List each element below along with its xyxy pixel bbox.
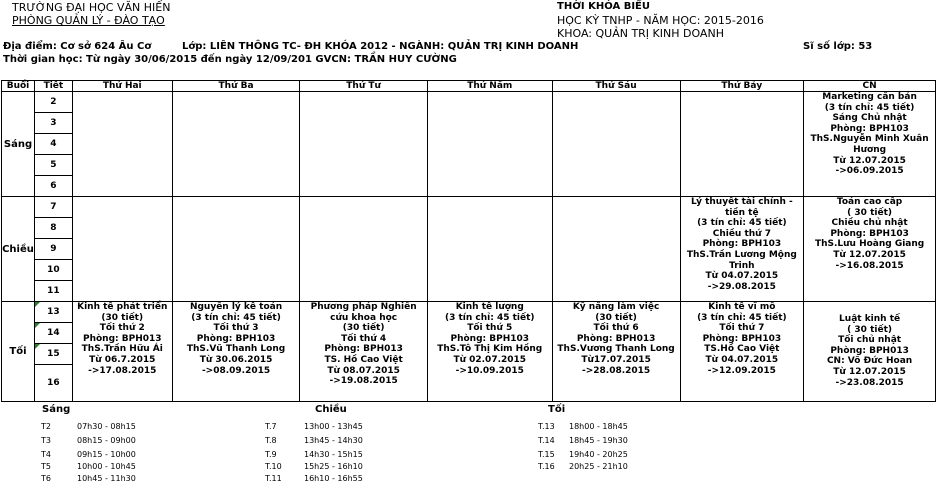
course-start: Từ17.07.2015 xyxy=(581,354,651,365)
course-room: Phòng: BPH103 xyxy=(196,333,276,344)
cell-morning-sunday xyxy=(804,92,936,197)
header-monday: Thứ Hai xyxy=(72,81,172,92)
course-end: ->06.09.2015 xyxy=(835,166,904,177)
course-time: Tối thứ 6 xyxy=(593,323,639,334)
course-name: Nguyên lý kế toán xyxy=(189,302,283,312)
course-start: Từ 12.07.2015 xyxy=(833,366,906,377)
course-lecturer: ThS.Lưu Hoàng Giang xyxy=(814,239,925,250)
session-morning: Sáng xyxy=(2,92,35,197)
course-end: ->17.08.2015 xyxy=(88,365,157,376)
location-label: Địa điểm: Cơ sở 624 Âu Cơ xyxy=(3,41,152,52)
course-room: Phòng: BPH103 xyxy=(830,123,909,134)
course-credits: (3 tín chỉ: 45 tiết) xyxy=(191,312,281,323)
course-time: Sáng Chủ nhật xyxy=(832,113,907,124)
period-2: 2 xyxy=(34,92,72,113)
legend-time: 18h00 - 18h45 xyxy=(569,422,628,431)
course-credits: (3 tín chỉ: 45 tiết) xyxy=(824,102,915,113)
legend-period: T.16 xyxy=(538,462,555,471)
header-period: Tiết xyxy=(34,81,72,92)
cell-afternoon-sunday xyxy=(804,197,936,302)
legend-period: T3 xyxy=(41,436,51,445)
course-time: Tối thứ 3 xyxy=(213,323,259,334)
course-lecturer: TS.Hồ Cao Việt xyxy=(704,344,780,355)
session-evening: Tối xyxy=(2,302,35,402)
course-end: ->12.09.2015 xyxy=(707,365,776,376)
legend-period: T5 xyxy=(41,462,51,471)
course-end: ->29.08.2015 xyxy=(707,281,776,292)
period-13: 13 xyxy=(34,302,72,323)
cell-morning-friday xyxy=(552,92,680,197)
cell-morning-monday xyxy=(72,92,172,197)
legend-period: T.15 xyxy=(538,450,555,459)
legend-time: 14h30 - 15h15 xyxy=(304,450,363,459)
course-name: Marketing căn bản xyxy=(822,92,917,102)
cell-morning-thursday xyxy=(427,92,552,197)
period-4: 4 xyxy=(34,134,72,155)
course-lecturer: ThS.Trần Hữu Ái xyxy=(81,344,163,355)
legend-time: 10h00 - 10h45 xyxy=(77,462,136,471)
legend-period: T.14 xyxy=(538,436,555,445)
cell-evening-thursday xyxy=(427,302,552,402)
course-name: Kinh tế lượng xyxy=(455,302,524,312)
course-lecturer: ThS.Trần Lương Mộng Trinh xyxy=(686,249,797,271)
cell-evening-monday xyxy=(72,302,172,402)
course-end: ->10.09.2015 xyxy=(455,365,524,376)
legend-time: 15h25 - 16h10 xyxy=(304,462,363,471)
period-16: 16 xyxy=(34,365,72,402)
course-lecturer: ThS.Tô Thị Kim Hồng xyxy=(437,344,543,355)
cell-evening-sunday xyxy=(804,302,936,402)
course-lecturer: TS. Hồ Cao Việt xyxy=(324,354,403,365)
legend-time: 10h45 - 11h30 xyxy=(77,474,136,483)
course-start: Từ 04.07.2015 xyxy=(705,271,779,282)
period-15: 15 xyxy=(34,344,72,365)
office-name: PHÒNG QUẢN LÝ - ĐÀO TẠO xyxy=(12,14,165,27)
course-lecturer: ThS.Vũ Thanh Long xyxy=(186,344,286,355)
course-start: Từ 02.07.2015 xyxy=(453,354,527,365)
course-credits: (3 tín chỉ: 45 tiết) xyxy=(444,312,535,323)
header-session: Buổi xyxy=(2,81,35,92)
document-title: THỜI KHÓA BIỂU xyxy=(557,1,650,12)
course-room: Phòng: BPH103 xyxy=(702,239,782,250)
cell-evening-friday xyxy=(552,302,680,402)
course-time: Tối thứ 7 xyxy=(719,323,765,334)
class-size-label: Sĩ số lớp: 53 xyxy=(803,41,873,52)
course-credits: (30 tiết) xyxy=(595,312,637,323)
course-credits: ( 30 tiết) xyxy=(847,207,892,218)
course-lecturer: CN: Võ Đức Hoan xyxy=(826,356,913,367)
legend-afternoon-title: Chiều xyxy=(315,404,347,415)
legend-morning-title: Sáng xyxy=(42,404,71,415)
cell-morning-tuesday xyxy=(172,92,300,197)
legend-time: 13h00 - 13h45 xyxy=(304,422,363,431)
course-name: Kỹ năng làm việc xyxy=(572,302,660,312)
course-end: ->16.08.2015 xyxy=(835,260,904,271)
course-time: Tối thứ 4 xyxy=(341,333,387,344)
cell-afternoon-saturday xyxy=(680,197,804,302)
cell-morning-wednesday xyxy=(300,92,427,197)
period-9: 9 xyxy=(34,239,72,260)
legend-time: 18h45 - 19h30 xyxy=(569,436,628,445)
cell-afternoon-friday xyxy=(552,197,680,302)
course-time: Chiều thứ 7 xyxy=(712,228,771,239)
course-credits: (3 tín chỉ: 45 tiết) xyxy=(697,218,787,229)
course-time: Tối thứ 2 xyxy=(99,323,145,334)
course-time: Tối thứ 5 xyxy=(467,323,513,334)
period-7: 7 xyxy=(34,197,72,218)
legend-evening-title: Tối xyxy=(548,404,566,415)
legend-period: T.8 xyxy=(265,436,277,445)
cell-afternoon-monday xyxy=(72,197,172,302)
course-room: Phòng: BPH103 xyxy=(450,333,530,344)
course-time: Tối chủ nhật xyxy=(838,335,902,346)
course-name: Lý thuyết tài chính - tiền tệ xyxy=(690,197,793,218)
legend-period: T.11 xyxy=(265,474,282,483)
course-end: ->19.08.2015 xyxy=(329,376,398,387)
course-name: Kinh tế phát triển xyxy=(77,302,168,312)
period-5: 5 xyxy=(34,155,72,176)
period-10: 10 xyxy=(34,260,72,281)
legend-period: T4 xyxy=(41,450,51,459)
course-room: Phòng: BPH013 xyxy=(324,344,403,355)
term-label: HỌC KỲ TNHP - NĂM HỌC: 2015-2016 xyxy=(557,14,764,27)
cell-evening-wednesday xyxy=(300,302,427,402)
cell-morning-saturday xyxy=(680,92,804,197)
legend-period: T.13 xyxy=(538,422,555,431)
legend-period: T.9 xyxy=(265,450,277,459)
school-name: TRƯỜNG ĐẠI HỌC VĂN HIẾN xyxy=(12,1,171,14)
course-start: Từ 08.07.2015 xyxy=(327,365,400,376)
course-room: Phòng: BPH013 xyxy=(576,333,656,344)
course-credits: ( 30 tiết) xyxy=(847,324,892,335)
course-name: Luật kinh tế xyxy=(839,314,901,324)
course-lecturer: ThS.Vương Thanh Long xyxy=(557,344,675,355)
course-room: Phòng: BPH013 xyxy=(830,345,909,356)
course-room: Phòng: BPH103 xyxy=(702,333,782,344)
course-name: Phương pháp Nghiên cứu khoa học xyxy=(310,302,417,323)
header-tuesday: Thứ Ba xyxy=(172,81,300,92)
cell-afternoon-tuesday xyxy=(172,197,300,302)
faculty-label: KHOA: QUẢN TRỊ KINH DOANH xyxy=(557,27,724,40)
course-start: Từ 06.7.2015 xyxy=(89,354,156,365)
course-credits: (30 tiết) xyxy=(101,312,144,323)
legend-time: 08h15 - 09h00 xyxy=(77,436,136,445)
header-wednesday: Thứ Tư xyxy=(300,81,427,92)
period-11: 11 xyxy=(34,281,72,302)
course-name: Kinh tế vĩ mô xyxy=(708,302,776,312)
legend-period: T2 xyxy=(41,422,51,431)
header-saturday: Thứ Bảy xyxy=(680,81,804,92)
course-start: Từ 04.07.2015 xyxy=(705,354,779,365)
header-friday: Thứ Sáu xyxy=(552,81,680,92)
legend-time: 07h30 - 08h15 xyxy=(77,422,136,431)
cell-evening-saturday xyxy=(680,302,804,402)
course-credits: (30 tiết) xyxy=(342,323,385,334)
cell-afternoon-thursday xyxy=(427,197,552,302)
course-start: Từ 12.07.2015 xyxy=(833,249,906,260)
timetable-grid xyxy=(1,80,936,402)
header-sunday: CN xyxy=(804,81,936,92)
cell-afternoon-wednesday xyxy=(300,197,427,302)
course-room: Phòng: BPH103 xyxy=(830,228,909,239)
period-3: 3 xyxy=(34,113,72,134)
header-thursday: Thứ Năm xyxy=(427,81,552,92)
session-afternoon: Chiều xyxy=(2,197,35,302)
period-8: 8 xyxy=(34,218,72,239)
period-14: 14 xyxy=(34,323,72,344)
legend-period: T.10 xyxy=(265,462,282,471)
legend-time: 20h25 - 21h10 xyxy=(569,462,628,471)
course-lecturer: ThS.Nguyễn Minh Xuân Hương xyxy=(810,134,929,155)
cell-evening-tuesday xyxy=(172,302,300,402)
course-start: Từ 12.07.2015 xyxy=(833,155,906,166)
course-room: Phòng: BPH013 xyxy=(82,333,162,344)
course-credits: (3 tín chỉ: 45 tiết) xyxy=(697,312,787,323)
course-start: Từ 30.06.2015 xyxy=(199,354,273,365)
legend-time: 13h45 - 14h30 xyxy=(304,436,363,445)
class-label: Lớp: LIÊN THÔNG TC- ĐH KHÓA 2012 - NGÀNH: QUẢN TRỊ KINH DOANH xyxy=(182,41,579,52)
legend-time: 09h15 - 10h00 xyxy=(77,450,136,459)
legend-time: 16h10 - 16h55 xyxy=(304,474,363,483)
course-end: ->08.09.2015 xyxy=(201,365,271,376)
course-time: Chiều chủ nhật xyxy=(831,218,908,229)
course-end: ->28.08.2015 xyxy=(581,365,651,376)
course-name: Toán cao cấp xyxy=(836,197,903,207)
study-period-label: Thời gian học: Từ ngày 30/06/2015 đến ngày 12/09/201 GVCN: TRẦN HUY CƯỜNG xyxy=(3,54,457,65)
legend-time: 19h40 - 20h25 xyxy=(569,450,628,459)
course-end: ->23.08.2015 xyxy=(835,377,904,388)
legend-period: T6 xyxy=(41,474,51,483)
period-6: 6 xyxy=(34,176,72,197)
legend-period: T.7 xyxy=(265,422,277,431)
